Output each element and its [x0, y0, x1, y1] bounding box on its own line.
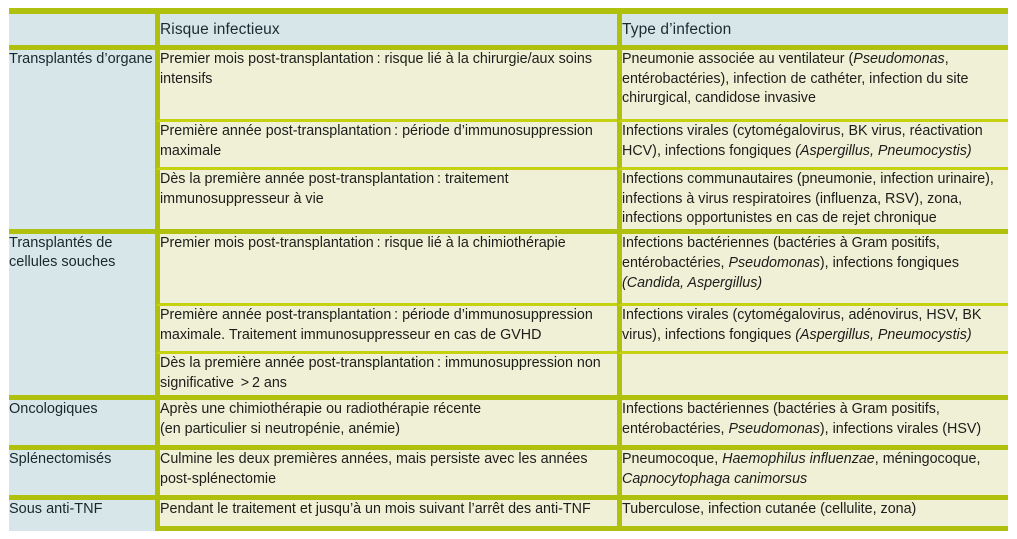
type-cell: Infections bactériennes (bactéries à Gram positifs, entérobactéries, Pseudomonas), infections virales (HSV): [617, 400, 1008, 450]
type-cell: Infections virales (cytomégalovirus, BK virus, réactivation HCV), infections fongiques (Aspergillus, Pneumocystis): [617, 122, 1008, 170]
type-cell: Infections bactériennes (bactéries à Gram positifs, entérobactéries, Pseudomonas), infections fongiques (Candida, Aspergillus): [617, 234, 1008, 306]
header-cell-group: [9, 8, 155, 50]
group-label-cell: Splénectomisés: [9, 450, 155, 500]
header-cell-risk: Risque infectieux: [155, 8, 617, 50]
risk-cell: Pendant le traitement et jusqu’à un mois suivant l’arrêt des anti-TNF: [155, 500, 617, 531]
table-row: [9, 170, 1008, 234]
group-label-cell: Sous anti-TNF: [9, 500, 155, 531]
table-row: [9, 500, 1008, 531]
risk-cell: Premier mois post-transplantation : risque lié à la chirurgie/aux soins intensifs: [155, 50, 617, 122]
risk-cell: Première année post-transplantation : période d’immunosuppression maximale. Traitement immunosuppresseur en cas de GVHD: [155, 306, 617, 354]
risk-cell: Premier mois post-transplantation : risque lié à la chimiothérapie: [155, 234, 617, 306]
type-cell: Tuberculose, infection cutanée (cellulite, zona): [617, 500, 1008, 531]
table-row: [9, 306, 1008, 354]
type-cell: Pneumonie associée au ventilateur (Pseudomonas, entérobactéries), infection de cathéter, infection du site chirurgical, candidose invasive: [617, 50, 1008, 122]
header-row: [9, 8, 1008, 50]
table-row: [9, 122, 1008, 170]
table-row: [9, 354, 1008, 400]
risk-cell: Dès la première année post-transplantation : immunosuppression non significative > 2 ans: [155, 354, 617, 400]
header-cell-type: Type d’infection: [617, 8, 1008, 50]
table-header: [9, 8, 1008, 50]
type-cell: [617, 354, 1008, 400]
group-label-cell: Transplantés d’organe: [9, 50, 155, 234]
risk-cell: Après une chimiothérapie ou radiothérapie récente (en particulier si neutropénie, anémie): [155, 400, 617, 450]
type-cell: Infections communautaires (pneumonie, infection urinaire), infections à virus respiratoires (influenza, RSV), zona, infections opportunistes en cas de rejet chronique: [617, 170, 1008, 234]
table-body: [9, 50, 1008, 531]
table-row: [9, 234, 1008, 306]
risk-cell: Culmine les deux premières années, mais persiste avec les années post-splénectomie: [155, 450, 617, 500]
group-label-cell: Transplantés de cellules souches: [9, 234, 155, 400]
infection-risk-table: [9, 8, 1008, 531]
table-row: [9, 50, 1008, 122]
type-cell: Infections virales (cytomégalovirus, adénovirus, HSV, BK virus), infections fongiques (Aspergillus, Pneumocystis): [617, 306, 1008, 354]
group-label-cell: Oncologiques: [9, 400, 155, 450]
risk-cell: Dès la première année post-transplantation : traitement immunosuppresseur à vie: [155, 170, 617, 234]
type-cell: Pneumocoque, Haemophilus influenzae, méningocoque, Capnocytophaga canimorsus: [617, 450, 1008, 500]
table-row: [9, 450, 1008, 500]
table-row: [9, 400, 1008, 450]
risk-cell: Première année post-transplantation : période d’immunosuppression maximale: [155, 122, 617, 170]
